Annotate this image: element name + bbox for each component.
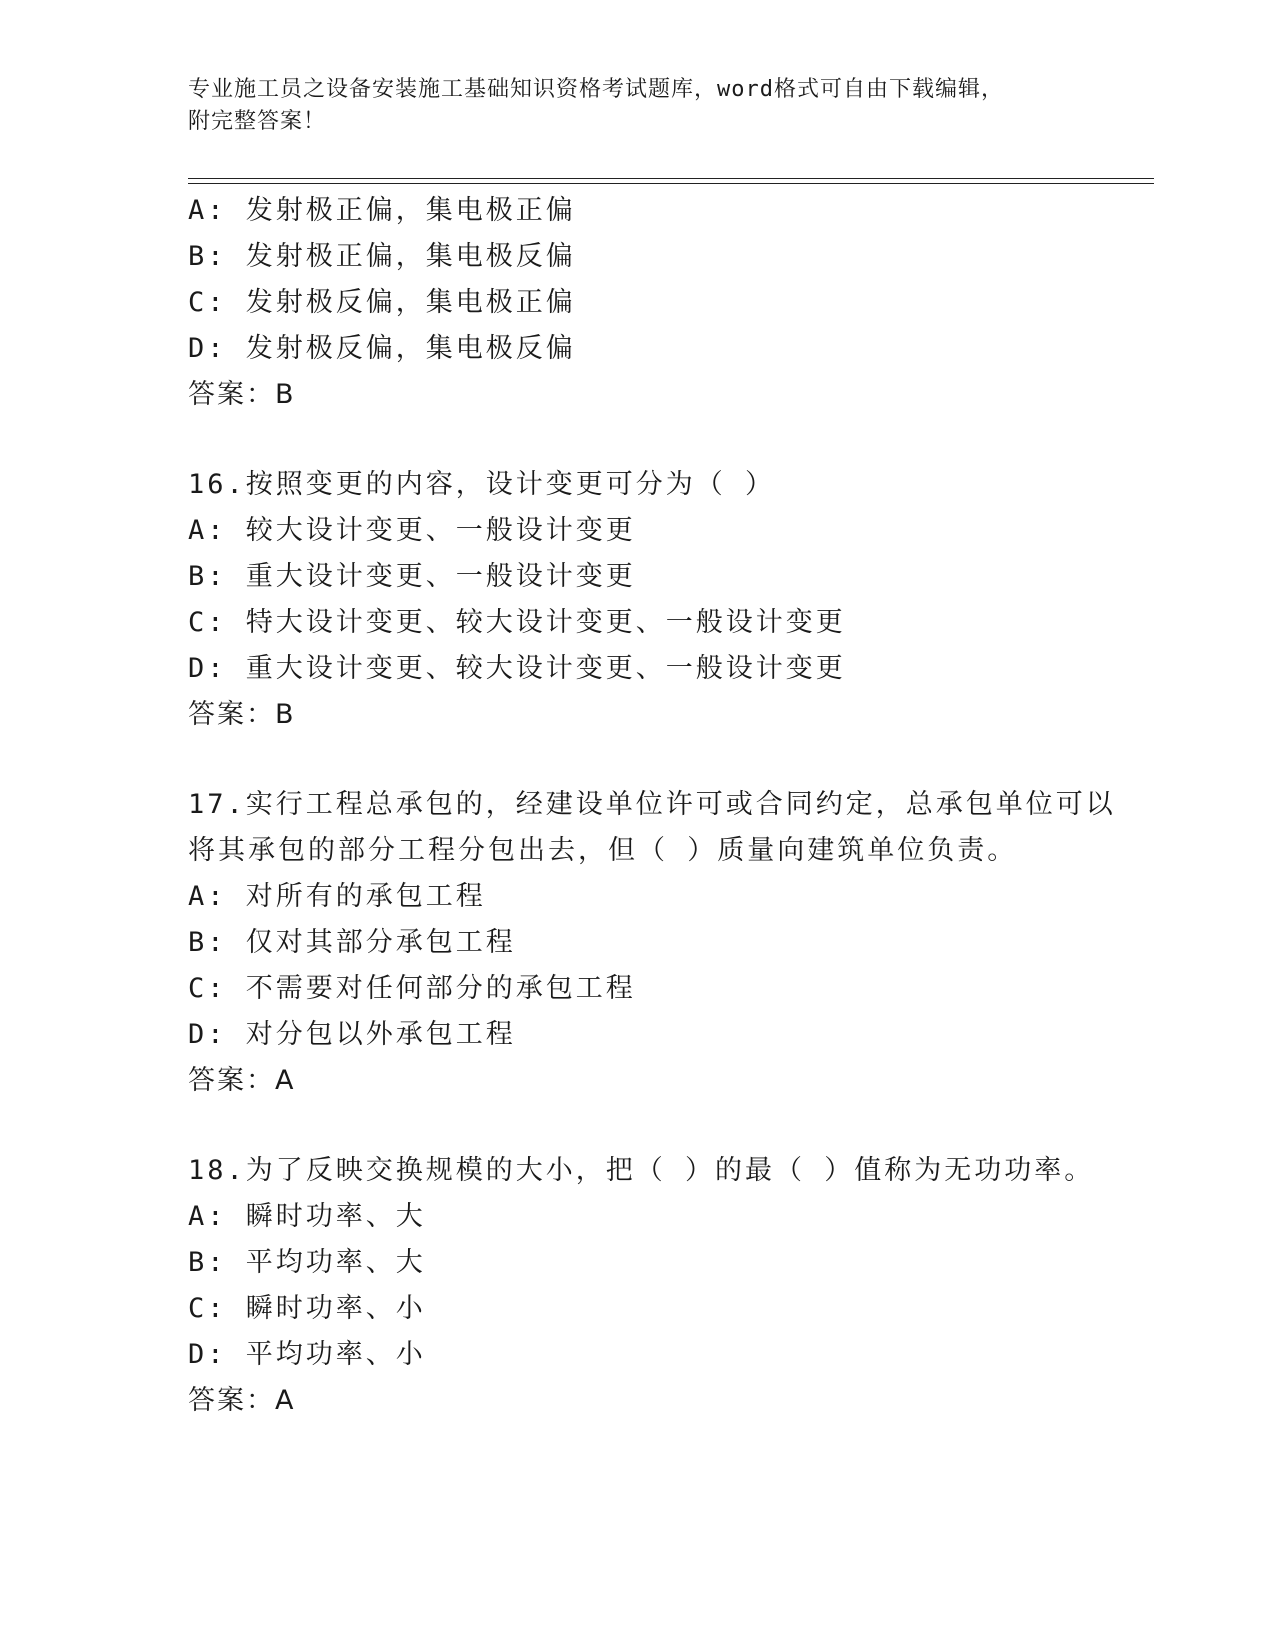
option-d: D: 发射极反偏，集电极反偏 — [188, 333, 576, 364]
option-c: C: 瞬时功率、小 — [188, 1293, 426, 1324]
option-c: C: 不需要对任何部分的承包工程 — [188, 973, 636, 1004]
question-text-line-2: 将其承包的部分工程分包出去，但（ ）质量向建筑单位负责。 — [188, 835, 1018, 866]
option-b: B: 仅对其部分承包工程 — [188, 927, 516, 958]
option-a: A: 对所有的承包工程 — [188, 881, 486, 912]
header-divider-bottom — [188, 183, 1154, 184]
question-18 — [188, 1148, 1148, 1424]
question-text: 18.为了反映交换规模的大小，把（ ）的最（ ）值称为无功功率。 — [188, 1155, 1095, 1186]
option-a: A: 瞬时功率、大 — [188, 1201, 426, 1232]
answer-text: 答案：B — [188, 379, 296, 410]
option-b: B: 平均功率、大 — [188, 1247, 426, 1278]
option-a: A: 较大设计变更、一般设计变更 — [188, 515, 636, 546]
header-line-1: 专业施工员之设备安装施工基础知识资格考试题库，word格式可自由下载编辑， — [188, 77, 1004, 102]
header-divider-top — [188, 178, 1154, 179]
answer-text: 答案：B — [188, 699, 296, 730]
header-line-2: 附完整答案！ — [188, 109, 327, 134]
document-header — [188, 74, 1088, 138]
option-d: D: 重大设计变更、较大设计变更、一般设计变更 — [188, 653, 846, 684]
question-16 — [188, 462, 1148, 738]
option-b: B: 重大设计变更、一般设计变更 — [188, 561, 636, 592]
answer-text: 答案：A — [188, 1385, 296, 1416]
option-a: A: 发射极正偏，集电极正偏 — [188, 195, 576, 226]
option-d: D: 对分包以外承包工程 — [188, 1019, 516, 1050]
spacer — [188, 1104, 1148, 1148]
spacer — [188, 418, 1148, 462]
answer-text: 答案：A — [188, 1065, 296, 1096]
option-c: C: 特大设计变更、较大设计变更、一般设计变更 — [188, 607, 846, 638]
question-list — [188, 188, 1148, 1424]
question-17 — [188, 782, 1148, 1104]
question-15 — [188, 188, 1148, 418]
option-b: B: 发射极正偏，集电极反偏 — [188, 241, 576, 272]
option-c: C: 发射极反偏，集电极正偏 — [188, 287, 576, 318]
spacer — [188, 738, 1148, 782]
option-d: D: 平均功率、小 — [188, 1339, 426, 1370]
question-text-line-1: 17.实行工程总承包的，经建设单位许可或合同约定，总承包单位可以 — [188, 789, 1116, 820]
question-text: 16.按照变更的内容，设计变更可分为（ ） — [188, 469, 776, 500]
